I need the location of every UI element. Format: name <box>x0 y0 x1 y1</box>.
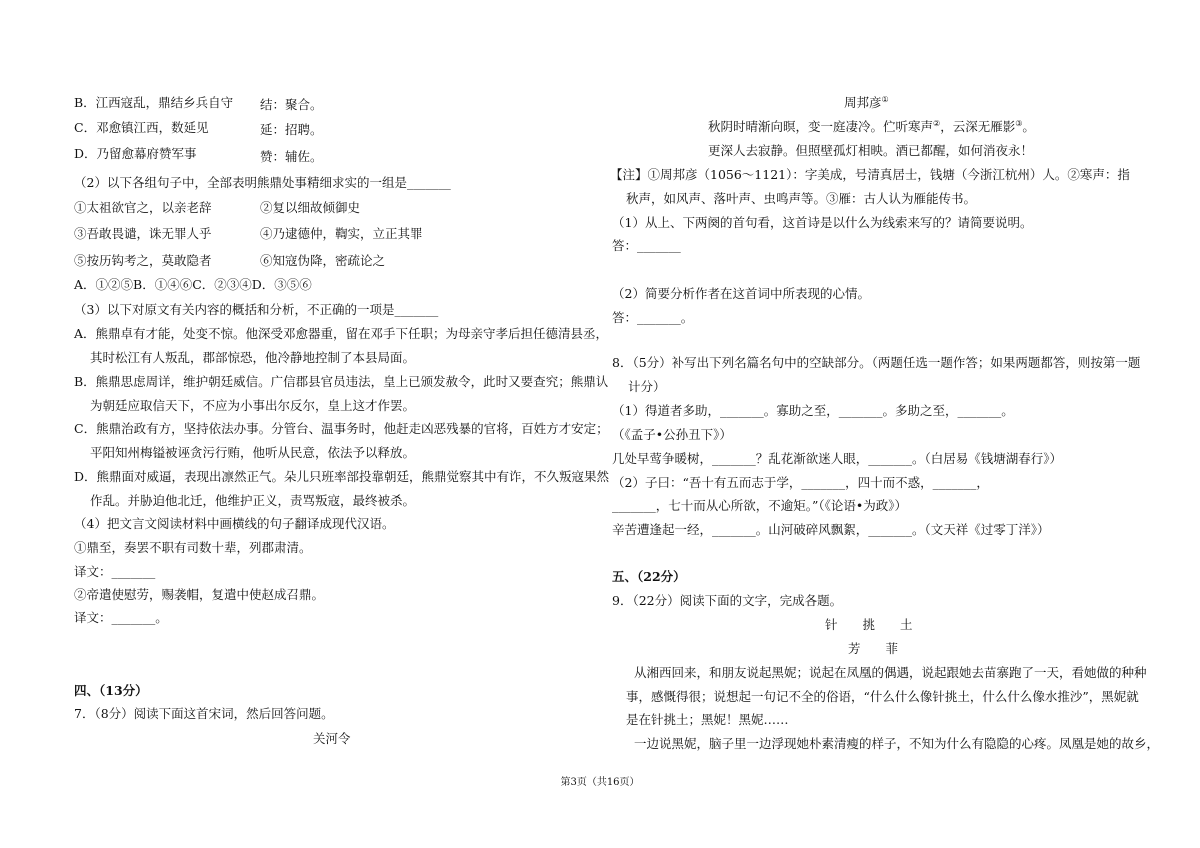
q2-stem: （2）以下各组句子中，全部表明熊鼎处事精细求实的一组是_______ <box>74 175 451 190</box>
essay-paragraph-line: 是在针挑土；黑妮！黑妮…… <box>626 712 789 727</box>
essay-paragraph-line: 从湘西回来，和朋友说起黑妮；说起在凤凰的偶遇，说起跟她去苗寨跑了一天，看她做的种种 <box>634 665 1147 680</box>
q7-stem: 7．（8分）阅读下面这首宋词，然后回答问题。 <box>74 706 334 721</box>
q3-line: 为朝廷应取信天下，不应为小事出尔反尔，皇上这才作罢。 <box>90 398 416 413</box>
q3-stem: （3）以下对原文有关内容的概括和分析，不正确的一项是_______ <box>74 302 439 317</box>
essay-author: 芳 菲 <box>848 641 899 656</box>
poem-note-2: 秋声，如风声、落叶声、虫鸣声等。③雁：古人认为雁能传书。 <box>626 191 977 206</box>
option-c-gloss: 延：招聘。 <box>260 122 323 137</box>
q8-part-1-b: 几处早莺争暖树，_______？乱花渐欲迷人眼，_______。（白居易《钱塘湖春行》） <box>612 451 1063 466</box>
q7-part-2: （2）简要分析作者在这首词中所表现的心情。 <box>612 286 870 301</box>
option-b-sentence: B．江西寇乱，鼎结乡兵自守 <box>74 95 234 110</box>
q3-line: B．熊鼎思虑周详，维护朝廷威信。广信郡县官员违法，皇上已颁发赦令，此时又要查究；熊鼎认 <box>74 374 609 389</box>
option-d-sentence: D．乃留愈幕府赞军事 <box>74 146 197 161</box>
q3-line: C．熊鼎治政有方，坚持依法办事。分管台、温事务时，他赶走凶恶残暴的官将，百姓方才安定； <box>74 421 609 436</box>
q4-stem: （4）把文言文阅读材料中画横线的句子翻译成现代汉语。 <box>74 516 395 531</box>
essay-paragraph-line: 事，感慨得很；说想起一句记不全的俗语，“什么什么像针挑土，什么什么像水推沙”，黑妮就 <box>626 689 1139 704</box>
q8-stem-2: 计分） <box>628 379 666 394</box>
q4-answer-2: 译文：_______。 <box>74 610 168 625</box>
q8-part-1-source: （《孟子•公孙丑下》） <box>612 427 732 442</box>
poem-author: 周邦彦① <box>844 94 889 110</box>
q2-item-5: ⑤按历钩考之，莫敢隐者 <box>74 253 212 268</box>
q8-stem-1: 8．（5分）补写出下列名篇名句中的空缺部分。（两题任选一题作答；如果两题都答，则按第一题 <box>612 355 1141 370</box>
q9-stem: 9．（22分）阅读下面的文字，完成各题。 <box>612 593 843 608</box>
option-d-gloss: 赞：辅佐。 <box>260 149 323 164</box>
q7-answer-2: 答：_______。 <box>612 310 694 325</box>
option-b-gloss: 结：聚合。 <box>260 97 323 112</box>
poem-line-2: 更深人去寂静。但照壁孤灯相映。酒已都醒，如何消夜永！ <box>708 143 1034 158</box>
q3-line: A．熊鼎卓有才能，处变不惊。他深受邓愈器重，留在邓手下任职；为母亲守孝后担任德清县丞， <box>74 326 609 341</box>
section-4-heading: 四、（13分） <box>74 683 148 698</box>
poem-title: 关河令 <box>313 731 351 746</box>
q2-item-4: ④乃逮德仲，鞫实，立正其罪 <box>260 226 423 241</box>
q2-item-3: ③吾敢畏谴，诛无罪人乎 <box>74 226 212 241</box>
q2-item-6: ⑥知寇伪降，密疏论之 <box>260 253 386 268</box>
essay-paragraph-line: 一边说黑妮，脑子里一边浮现她朴素清瘦的样子，不知为什么有隐隐的心疼。凤凰是她的故乡， <box>634 736 1160 751</box>
q2-item-1: ①太祖欲官之，以亲老辞 <box>74 200 212 215</box>
q4-sentence-2: ②帝遣使慰劳，赐袭帽，复遣中使赵成召鼎。 <box>74 587 325 602</box>
q8-part-2-b: _______，七十而从心所欲，不逾矩。”（《论语•为政》） <box>612 498 908 513</box>
section-5-heading: 五、（22分） <box>612 569 686 584</box>
q8-part-1: （1）得道者多助，_______。寡助之至，_______。多助之至，_______。 <box>612 403 1014 418</box>
q4-sentence-1: ①鼎至，奏罢不职有司数十辈，列郡肃清。 <box>74 540 312 555</box>
q7-answer-1: 答：_______ <box>612 238 681 253</box>
q3-line: D．熊鼎面对威逼，表现出凛然正气。朵儿只班率部投靠朝廷，熊鼎觉察其中有诈，不久叛寇果然 <box>74 469 610 484</box>
poem-note-1: 【注】①周邦彦（1056～1121）：字美成，号清真居士，钱塘（今浙江杭州）人。②寒声：指 <box>610 167 1130 182</box>
option-c-sentence: C．邓愈镇江西，数延见 <box>74 120 209 135</box>
q2-item-2: ②复以细故倾御史 <box>260 200 361 215</box>
q7-part-1: （1）从上、下两阕的首句看，这首诗是以什么为线索来写的？请简要说明。 <box>612 215 1033 230</box>
essay-title: 针 挑 土 <box>825 617 913 632</box>
q3-line: 作乱。并胁迫他北迁，他维护正义，责骂叛寇，最终被杀。 <box>90 493 416 508</box>
poem-line-1: 秋阴时晴渐向暝，变一庭凄冷。伫听寒声②，云深无雁影③。 <box>708 118 1035 134</box>
q8-part-2-a: （2）子曰：“吾十有五而志于学，_______，四十而不惑，_______， <box>612 475 989 490</box>
q8-part-2-c: 辛苦遭逢起一经，_______。山河破碎风飘絮，_______。（文天祥《过零丁洋》） <box>612 522 1050 537</box>
page-footer: 第3页（共16页） <box>560 777 640 788</box>
q4-answer-1: 译文：_______ <box>74 564 156 579</box>
q2-choices: A．①②⑤B．①④⑥C．②③④D．③⑤⑥ <box>74 277 312 292</box>
q3-line: 平阳知州梅镒被诬贪污行贿，他听从民意，依法予以释放。 <box>90 445 416 460</box>
q3-line: 其时松江有人叛乱，郡部惊恐，他冷静地控制了本县局面。 <box>90 350 416 365</box>
